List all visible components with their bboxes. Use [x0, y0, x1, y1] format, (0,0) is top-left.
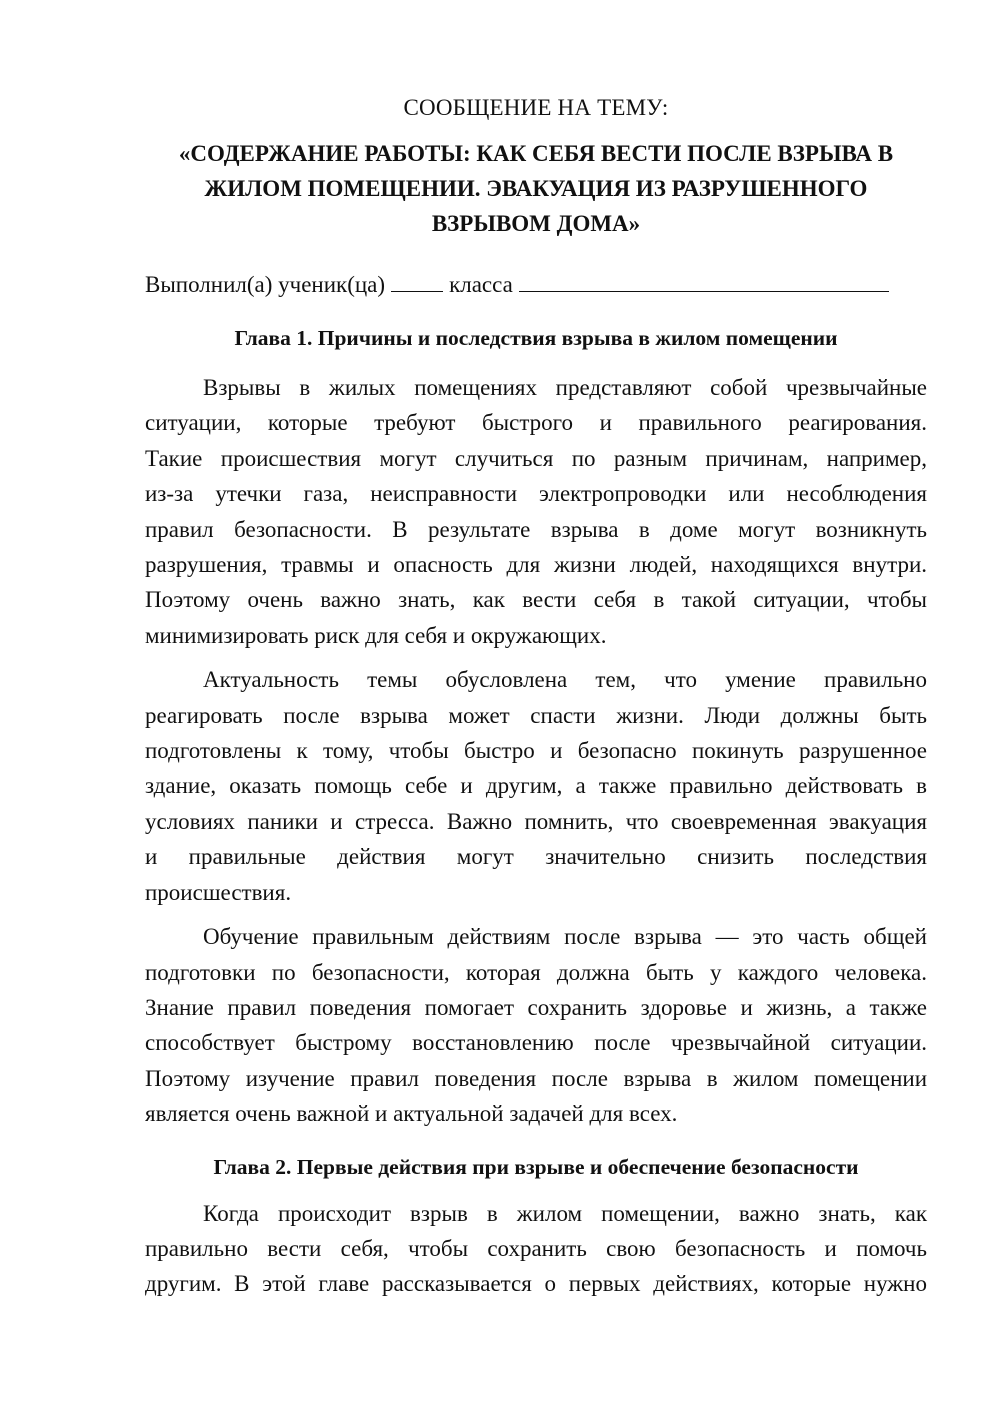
text-line: подготовки по безопасности, которая должна быть у каждого человека. [145, 959, 927, 985]
title-line: ВЗРЫВОМ ДОМА» [431, 211, 641, 236]
chapter-1-heading: Глава 1. Причины и последствия взрыва в жилом помещении [234, 326, 838, 350]
paragraph [145, 662, 927, 910]
text-line: Когда происходит взрыв в жилом помещении, важно знать, как [203, 1200, 927, 1226]
document-content [145, 93, 927, 1302]
text-line: подготовлены к тому, чтобы быстро и безопасно покинуть разрушенное [145, 738, 927, 764]
text-line: разрушения, травмы и опасность для жизни людей, находящихся внутри. [145, 552, 927, 578]
text-line: Такие происшествия могут случиться по разным причинам, например, [145, 445, 927, 471]
title-line: «СОДЕРЖАНИЕ РАБОТЫ: КАК СЕБЯ ВЕСТИ ПОСЛЕ ВЗРЫВА В [178, 141, 894, 166]
text-line: условиях паники и стресса. Важно помнить, что своевременная эвакуация [145, 808, 927, 834]
text-line: правильно вести себя, чтобы сохранить свою безопасность и помочь [145, 1235, 927, 1261]
text-line: происшествия. [145, 879, 292, 905]
text-line: реагировать после взрыва может спасти жизни. Люди должны быть [145, 702, 927, 728]
text-line: Знание правил поведения помогает сохранить здоровье и жизнь, а также [145, 994, 927, 1020]
chapter-1-body [145, 370, 927, 1132]
chapter-2-heading: Глава 2. Первые действия при взрыве и обеспечение безопасности [213, 1154, 859, 1179]
text-line: Поэтому изучение правил поведения после взрыва в жилом помещении [145, 1065, 927, 1091]
paragraph [145, 1196, 927, 1302]
author-name-blank [519, 271, 889, 292]
text-line: из-за утечки газа, неисправности электропроводки или несоблюдения [145, 481, 927, 507]
text-line: Взрывы в жилых помещениях представляют собой чрезвычайные [203, 375, 927, 400]
text-line: и правильные действия могут значительно снизить последствия [145, 844, 927, 870]
topic-label: СООБЩЕНИЕ НА ТЕМУ: [403, 95, 669, 120]
author-line [145, 270, 927, 300]
text-line: другим. В этой главе рассказывается о первых действиях, которые нужно [145, 1271, 927, 1297]
class-number-blank [391, 271, 443, 292]
text-line: минимизировать риск для себя и окружающих. [145, 622, 607, 648]
text-line: Обучение правильным действиям после взрыва — это часть общей [203, 924, 927, 950]
class-label: класса [449, 272, 513, 297]
title-line: ЖИЛОМ ПОМЕЩЕНИИ. ЭВАКУАЦИЯ ИЗ РАЗРУШЕННОГО [204, 176, 868, 201]
text-line: ситуации, которые требуют быстрого и правильного реагирования. [145, 410, 927, 436]
paragraph [145, 370, 927, 653]
chapter-2-body [145, 1196, 927, 1302]
text-line: Актуальность темы обусловлена тем, что умение правильно [203, 667, 927, 693]
paragraph [145, 919, 927, 1131]
text-line: является очень важной и актуальной задачей для всех. [145, 1101, 678, 1127]
text-line: способствует быстрому восстановлению после чрезвычайной ситуации. [145, 1030, 927, 1056]
text-line: здание, оказать помощь себе и другим, а также правильно действовать в [145, 773, 927, 799]
text-line: правил безопасности. В результате взрыва в доме могут возникнуть [145, 516, 927, 542]
author-prefix: Выполнил(а) ученик(ца) [145, 272, 386, 297]
text-line: Поэтому очень важно знать, как вести себя в такой ситуации, чтобы [145, 587, 927, 613]
document-title [145, 136, 927, 241]
